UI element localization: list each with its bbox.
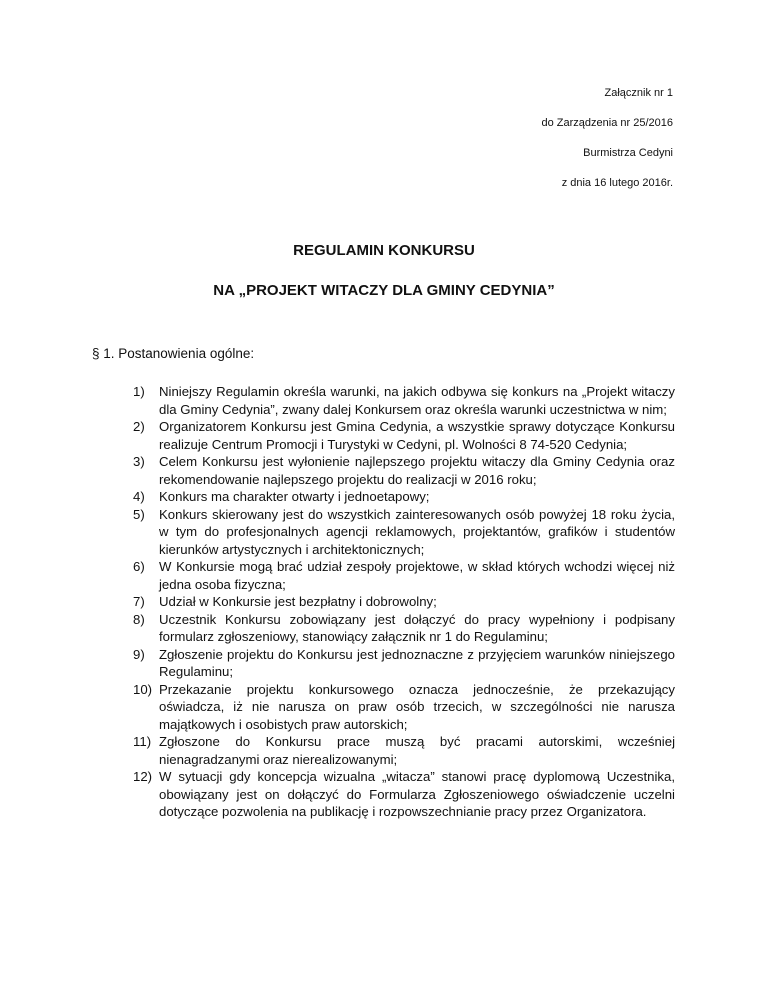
list-item [133,646,675,681]
document-subtitle: NA „PROJEKT WITACZY DLA GMINY CEDYNIA” [213,282,555,299]
list-item-number: 6) [133,559,145,574]
annex-line-2: do Zarządzenia nr 25/2016 [541,117,673,129]
list-item [133,611,675,646]
list-item-text: W Konkursie mogą brać udział zespoły projektowe, w skład których wchodzi więcej niż jedna osoba fizyczna; [159,559,675,592]
list-item [133,453,675,488]
list-item-text: Konkurs skierowany jest do wszystkich zainteresowanych osób powyżej 18 roku życia, w tym do profesjonalnych agencji reklamowych, projektantów, grafików i studentów kierunków artystycznych i architektonicznych; [159,506,675,557]
annex-line-1: Załącznik nr 1 [604,87,673,99]
list-item [133,558,675,593]
list-item-number: 5) [133,506,145,522]
list-item-text: Konkurs ma charakter otwarty i jednoetapowy; [159,489,430,504]
list-item-text: Celem Konkursu jest wyłonienie najlepszego projektu witaczy dla Gminy Cedynia oraz rekomendowanie najlepszego projektu do realizacji w 2016 roku; [159,454,675,487]
list-item [133,383,675,418]
list-item-text: Niniejszy Regulamin określa warunki, na jakich odbywa się konkurs na „Projekt witaczy dla Gminy Cedynia”, zwany dalej Konkursem oraz określa warunki uczestnictwa w nim; [159,384,675,417]
list-item-number: 3) [133,454,145,469]
list-item [133,418,675,453]
document-title: REGULAMIN KONKURSU [293,242,475,259]
list-item-number: 12) [133,769,153,784]
list-item-number: 1) [133,384,145,399]
list-item [133,768,675,821]
list-item [133,488,675,506]
list-item-number: 2) [133,419,145,434]
section-heading: § 1. Postanowienia ogólne: [92,346,255,361]
annex-line-3: Burmistrza Cedyni [583,147,673,159]
list-item-text: Zgłoszone do Konkursu prace muszą być pracami autorskimi, wcześniej nienagradzanymi oraz nierealizowanymi; [159,734,675,767]
list-item-number: 10) [133,681,153,697]
list-item-number: 9) [133,646,145,662]
list-item-text: Zgłoszenie projektu do Konkursu jest jednoznaczne z przyjęciem warunków niniejszego Regulaminu; [159,646,675,679]
list-item-text: Udział w Konkursie jest bezpłatny i dobrowolny; [159,594,437,609]
list-item-number: 7) [133,594,145,609]
annex-header [542,86,673,206]
list-item [133,593,675,611]
list-item-number: 11) [133,734,152,749]
list-item [133,506,675,559]
list-item-number: 4) [133,489,145,504]
list-item-number: 8) [133,611,145,627]
list-item-text: W sytuacji gdy koncepcja wizualna „witacza” stanowi pracę dyplomową Uczestnika, obowiązany jest on dołączyć do Formularza Zgłoszeniowego oświadczenie uczelni dotyczące pozwolenia na publikację i rozpowszechnianie pracy przez Organizatora. [159,769,675,819]
list-item [133,681,675,734]
list-item [133,733,675,768]
list-item-text: Organizatorem Konkursu jest Gmina Cedynia, a wszystkie sprawy dotyczące Konkursu realizuje Centrum Promocji i Turystyki w Cedyni, pl. Wolności 8 74-520 Cedynia; [159,419,675,452]
list-item-text: Uczestnik Konkursu zobowiązany jest dołączyć do pracy wypełniony i podpisany formularz zgłoszeniowy, stanowiący załącznik nr 1 do Regulaminu; [159,611,675,644]
list-item-text: Przekazanie projektu konkursowego oznacza jednocześnie, że przekazujący oświadcza, iż nie narusza on praw osób trzecich, w szczególności nie narusza majątkowych i osobistych praw autorskich; [159,681,675,732]
annex-line-4: z dnia 16 lutego 2016r. [561,177,673,189]
regulation-list [133,383,675,821]
